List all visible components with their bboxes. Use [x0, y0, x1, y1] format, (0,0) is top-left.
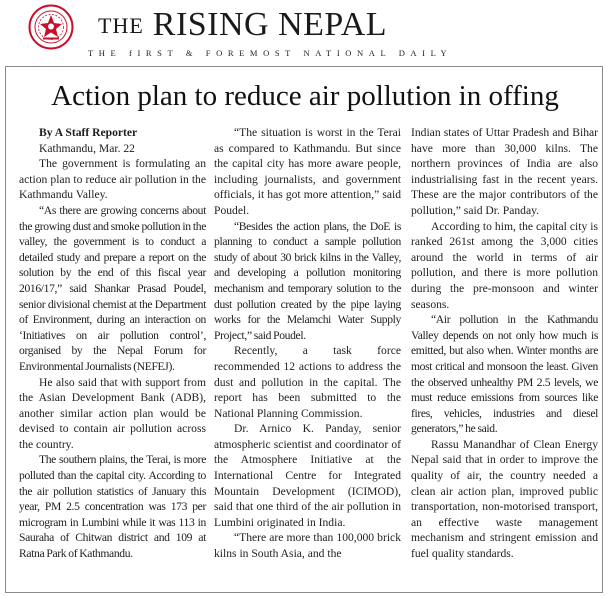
paragraph: “There are more than 100,000 brick kilns in South Asia, and the [214, 531, 401, 561]
paper-name-the: THE [98, 13, 144, 38]
paper-name [98, 6, 387, 45]
paragraph: The government is formulating an action plan to reduce air pollution in the Kathmandu Valley. [19, 157, 206, 202]
paragraph: Dr. Arnico K. Panday, senior atmospheric scientist and coordinator of the Atmosphere Initiative at the International Centre for Integrated Mountain Development (ICIMOD), said that one third of the air pollution in Lumbini originated in India. [214, 422, 401, 529]
paragraph: “Besides the action plans, the DoE is planning to conduct a sample pollution study of about 30 brick kilns in the Valley, and developing a pollution monitoring mechanism and temporary solution to the dust pollution created by the pipe laying works for the Melamchi Water Supply Project,” said Poudel. [214, 219, 401, 342]
dateline: Kathmandu, Mar. 22 [39, 141, 135, 155]
paragraph: Indian states of Uttar Pradesh and Bihar have more than 30,000 kilns. The northern provinces of India are also industrialising fast in the recent years. These are the major contributors of the pollution,” said Dr. Panday. [411, 126, 598, 217]
article-column-3 [411, 125, 598, 562]
paragraph: Rassu Manandhar of Clean Energy Nepal said that in order to improve the quality of air, the country needed a clean air action plan, improved public transportation, non-motorised transport, an effective waste management mechanism and stringent emission and fuel quality standards. [411, 437, 598, 561]
paper-tagline: THE fIRST & FOREMOST NATIONAL DAILY [88, 48, 453, 58]
byline: By A Staff Reporter [39, 126, 138, 139]
newspaper-emblem-logo [28, 4, 74, 50]
article-headline: Action plan to reduce air pollution in offing [51, 80, 559, 112]
paragraph: “Air pollution in the Kathmandu Valley depends on not only how much is emitted, but also when. Winter months are most critical and monsoon the least. Given the observed unhealthy PM 2.5 levels, we must reduce emissions from sources like fires, vehicles, industries and diesel generators,” he said. [411, 313, 598, 436]
article-column-2 [214, 125, 401, 562]
paragraph: The southern plains, the Terai, is more polluted than the capital city. According to the air pollution statistics of January this year, PM 2.5 concentration was 173 per microgram in Lumbini while it was 113 in Sauraha of Chitwan district and 109 at Ratna Park of Kathmandu. [19, 453, 206, 561]
paragraph: Recently, a task force recommended 12 actions to address the dust and pollution in the capital. The report has been submitted to the National Planning Commission. [214, 344, 401, 420]
paragraph: According to him, the capital city is ranked 261st among the 3,000 cities around the world in terms of air pollution, and there is more pollution during the pre-monsoon and winter seasons. [411, 219, 598, 311]
paragraph: “The situation is worst in the Terai as compared to Kathmandu. But since the capital city has more aware people, including journalists, and government officials, it has got more attention,” said Poudel. [214, 126, 401, 217]
article-column-1 [19, 125, 206, 562]
paragraph: He also said that with support from the Asian Development Bank (ADB), another similar action plan would be devised to contain air pollution across the country. [19, 375, 206, 451]
paragraph: “As there are growing concerns about the growing dust and smoke pollution in the valley, the government is to conduct a detailed study and prepare a report on the solution by the end of this fiscal year 2016/17,” said Shankar Prasad Poudel, senior divisional chemist at the Department of Environment, during an interaction on ‘Initiatives on air pollution control’, organised by the Nepal Forum for Environmental Journalists (NEFEJ). [19, 203, 206, 373]
paper-name-main: RISING NEPAL [152, 6, 388, 43]
masthead [0, 0, 610, 66]
